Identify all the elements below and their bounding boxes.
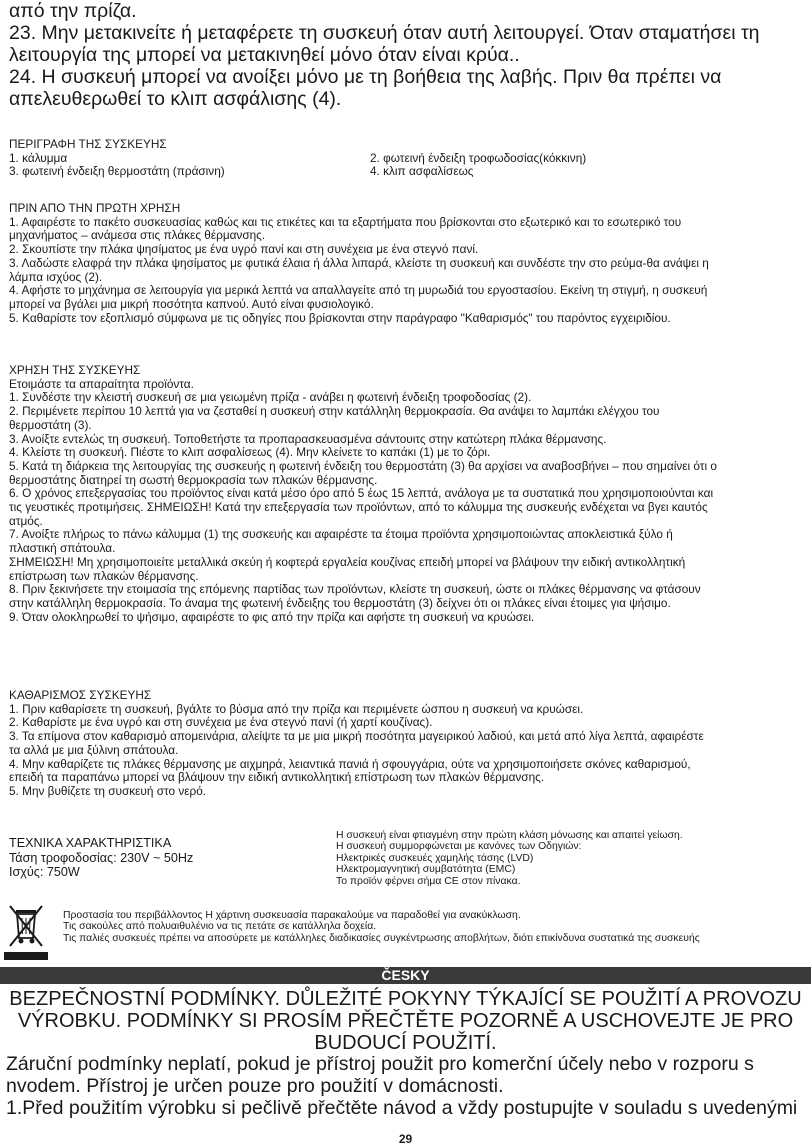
instruction-line: μηχανήματος – ανάμεσα στις πλάκες θέρμανσης. — [9, 228, 266, 243]
conformity-notes — [336, 830, 806, 887]
description-section — [0, 138, 800, 179]
environment-line: Τις παλιές συσκευές πρέπει να αποσύρετε με κατάλληλες διαδικασίες συγκέντρωσης αποβλήτων, διότι επικίνδυνα συστατικά της συσκευής — [63, 932, 700, 944]
instruction-line: 3. Τα επίμονα στον καθαρισμό απομεινάρια, αλείψτε τα με μια μικρή ποσότητα μαγειρικού λαδιού, και μετά από λίγα λεπτά, αφαιρέστε — [9, 729, 704, 744]
instruction-line: θερμοστάτης διατηρεί τη σωστή θερμοκρασία των πλακών θέρμανσης. — [9, 472, 378, 487]
description-item: 4. κλιπ ασφαλίσεως — [370, 164, 474, 179]
instruction-line: 9. Όταν ολοκληρωθεί το ψήσιμο, αφαιρέστε το φις από την πρίζα και αφήστε τη συσκευή να κρυώσει. — [9, 609, 535, 624]
instruction-line: 1. Αφαιρέστε το πακέτο συσκευασίας καθώς και τις ετικέτες και τα εξαρτήματα που βρίσκονται στο εξωτερικό και το εσωτερικό του — [9, 214, 682, 229]
conformity-line: Ηλεκτρικές συσκευές χαμηλής τάσης (LVD) — [336, 852, 534, 864]
instruction-line: 8. Πριν ξεκινήσετε την ετοιμασία της επόμενης παρτίδας των προϊόντων, κλείστε τη συσκευή, ώστε οι πλάκες θέρμανσης να φτάσουν — [9, 582, 701, 597]
crossed-out-wheelie-bin-icon — [4, 900, 48, 960]
description-item: 1. κάλυμμα — [9, 150, 68, 165]
usage-section — [0, 364, 800, 624]
section-title: ΠΕΡΙΓΡΑΦΗ ΤΗΣ ΣΥΣΚΕΥΗΣ — [9, 137, 167, 151]
before-first-use-section — [0, 202, 800, 325]
instruction-line: τα αλλά με μια ξύλινη σπάτουλα. — [9, 742, 179, 757]
instruction-line: λάμπα ισχύος (2). — [9, 269, 103, 284]
instruction-line: 5. Καθαρίστε τον εξοπλισμό σύμφωνα με τις οδηγίες που βρίσκονται στην παράγραφο "Καθαρισμός" του παρόντος εγχειριδίου. — [9, 310, 671, 325]
section-title: ΚΑΘΑΡΙΣΜΟΣ ΣΥΣΚΕΥΗΣ — [9, 688, 152, 702]
intro-line: απελευθερωθεί το κλιπ ασφάλισης (4). — [9, 88, 342, 110]
instruction-line: 3. Ανοίξτε εντελώς τη συσκευή. Τοποθετήστε τα προπαρασκευασμένα σάντουιτς στην κατώτερη πλάκα θέρμανσης. — [9, 431, 607, 446]
cleaning-lines — [9, 703, 791, 799]
instruction-line: μπορεί να βγάλει μια μικρή ποσότητα καπνού. Αυτό είναι φυσιολογικό. — [9, 296, 374, 311]
cz-body — [6, 1053, 806, 1119]
intro-text — [0, 0, 800, 110]
instruction-line: επίστρωση των πλακών θέρμανσης. — [9, 568, 199, 583]
cz-body-line: 1.Před použitím výrobku si pečlivě přečtěte návod a vždy postupujte v souladu s uvedenými — [6, 1097, 798, 1119]
instruction-line: στην κατάλληλη θερμοκρασία. Το άναμα της φωτεινή ένδειξης του θερμοστάτη (3) δείχνει ότι οι πλάκες είναι έτοιμες για ψήσιμο. — [9, 595, 671, 610]
instruction-line: Ετοιμάστε τα απαραίτητα προϊόντα. — [9, 376, 194, 391]
description-item: 3. φωτεινή ένδειξη θερμοστάτη (πράσινη) — [9, 164, 225, 179]
cz-heading-line: BEZPEČNOSTNÍ PODMÍNKY. DŮLEŽITÉ POKYNY TÝKAJÍCÍ SE POUŽITÍ A PROVOZU — [9, 988, 802, 1010]
instruction-line: 1. Πριν καθαρίσετε τη συσκευή, βγάλτε το βύσμα από την πρίζα και περιμένετε ώσπου η συσκευή να κρυώσει. — [9, 701, 584, 716]
instruction-line: πλαστική σπάτουλα. — [9, 541, 116, 556]
section-title: ΤΕΧΝΙΚΑ ΧΑΡΑΚΤΗΡΙΣΤΙΚΑ — [9, 836, 172, 850]
instruction-line: 2. Καθαρίστε με ένα υγρό και στη συνέχεια με ένα στεγνό πανί (ή χαρτί κουζίνας). — [9, 715, 433, 730]
section-title: ΧΡΗΣΗ ΤΗΣ ΣΥΣΚΕΥΗΣ — [9, 363, 141, 377]
spec-power: Ισχύς: 750W — [9, 865, 80, 879]
description-col-1 — [9, 152, 370, 179]
usage-lines — [9, 378, 791, 625]
technical-specs — [9, 836, 329, 880]
instruction-line: 4. Κλείστε τη συσκευή. Πιέστε το κλιπ ασφαλίσεως (4). Μην κλείνετε το καπάκι (1) με το ζόρι. — [9, 445, 491, 460]
instruction-line: θερμοστάτη (3). — [9, 417, 92, 432]
section-title: ΠΡΙΝ ΑΠΟ ΤΗΝ ΠΡΩΤΗ ΧΡΗΣΗ — [9, 201, 181, 215]
cz-heading-line: VÝROBKU. PODMÍNKY SI PROSÍM PŘEČTĚTE POZORNĚ A USCHOVEJTE JE PRO — [17, 1010, 794, 1032]
spec-voltage: Τάση τροφοδοσίας: 230V ~ 50Hz — [9, 850, 194, 865]
cleaning-section — [0, 689, 800, 799]
instruction-line: 5. Μην βυθίζετε τη συσκευή στο νερό. — [9, 783, 207, 798]
cz-heading-line: BUDOUCÍ POUŽITÍ. — [314, 1032, 497, 1054]
environment-line: Προστασία του περιβάλλοντος Η χάρτινη συσκευασία παρακαλούμε να παραδοθεί για ανακύκλωση. — [63, 910, 521, 921]
description-item: 2. φωτεινή ένδειξη τροφωδοσίας(κόκκινη) — [370, 150, 587, 165]
intro-line: 23. Μην μετακινείτε ή μεταφέρετε τη συσκευή όταν αυτή λειτουργεί. Όταν σταματήσει τη — [9, 22, 760, 44]
instruction-line: 2. Περιμένετε περίπου 10 λεπτά για να ζεσταθεί η συσκευή στην κατάλληλη θερμοκρασία. Θα ανάψει το λαμπάκι ελέγχου του — [9, 404, 660, 419]
conformity-line: Η συσκευή συμμορφώνεται με κανόνες των Οδηγιών: — [336, 841, 582, 853]
description-columns — [9, 152, 791, 179]
instruction-line: 3. Λαδώστε ελαφρά την πλάκα ψησίματος με φυτικά έλαια ή άλλα λιπαρά, κλείστε τη συσκευή και συνδέστε την στο ρεύμα-θα ανάψει η — [9, 255, 709, 270]
cz-body-line: Záruční podmínky neplatí, pokud je přístroj použit pro komerční účely nebo v rozporu s — [6, 1053, 754, 1075]
environment-text — [63, 910, 803, 944]
instruction-line: 4. Αφήστε το μηχάνημα σε λειτουργία για μερικά λεπτά να απαλλαγείτε από τη μυρωδιά του εργοστασίου. Εκείνη τη στιγμή, η συσκευή — [9, 283, 708, 298]
language-bar: ČESKY — [0, 967, 811, 984]
instruction-line: 7. Ανοίξτε πλήρως το πάνω κάλυμμα (1) της συσκευής και αφαιρέστε τα έτοιμα προϊόντα χρησιμοποιώντας αποκλειστικά ξύλο ή — [9, 527, 673, 542]
cz-safety-heading — [0, 988, 811, 1054]
conformity-line: Ηλεκτρομαγνητική συμβατότητα (EMC) — [336, 864, 516, 876]
conformity-line: Η συσκευή είναι φτιαγμένη στην πρώτη κλάση μόνωσης και απαιτεί γείωση. — [336, 830, 683, 841]
instruction-line: ατμός. — [9, 513, 43, 528]
description-col-2 — [370, 152, 731, 179]
instruction-line: 6. Ο χρόνος επεξεργασίας του προϊόντος είναι κατά μέσο όρο από 5 έως 15 λεπτά, ανάλογα με τα συστατικά που χρησιμοποιούνται και — [9, 486, 714, 501]
before-first-use-lines — [9, 216, 791, 326]
intro-line: 24. Η συσκευή μπορεί να ανοίξει μόνο με τη βοήθεια της λαβής. Πριν θα πρέπει να — [9, 66, 722, 88]
environment-line: Τις σακούλες από πολυαιθυλένιο να τις πετάτε σε κατάλληλα δοχεία. — [63, 921, 377, 933]
instruction-line: 5. Κατά τη διάρκεια της λειτουργίας της συσκευής η φωτεινή ένδειξη του θερμοστάτη (3) θα αρχίσει να αναβοσβήνει – που σημαίνει ότι ο — [9, 458, 717, 473]
instruction-line: επειδή τα παραπάνω μπορεί να βλάψουν την ειδική αντικολλητική επίστρωση των πλακών θέρμανσης. — [9, 770, 545, 785]
conformity-line: Το προϊόν φέρνει σήμα CE στον πίνακα. — [336, 875, 521, 887]
instruction-line: ΣΗΜΕΙΩΣΗ! Μη χρησιμοποιείτε μεταλλικά σκεύη ή κοφτερά εργαλεία κουζίνας επειδή μπορεί να βλάψουν την ειδική αντικολλητική — [9, 554, 686, 569]
page-number: 29 — [398, 1132, 413, 1146]
instruction-line: 2. Σκουπίστε την πλάκα ψησίματος με ένα υγρό πανί και στη συνέχεια με ένα στεγνό πανί. — [9, 242, 479, 257]
intro-line: από την πρίζα. — [9, 0, 137, 22]
environment-notice — [0, 900, 811, 962]
instruction-line: τις γευστικές προτιμήσεις. ΣΗΜΕΙΩΣΗ! Κατά την επεξεργασία των προϊόντων, από το κάλυμμα της συσκευής ενδέχεται να βγει καυτός — [9, 500, 708, 515]
instruction-line: 4. Μην καθαρίζετε τις πλάκες θέρμανσης με αιχμηρά, λειαντικά πανιά ή σφουγγάρια, ούτε να χρησιμοποιήσετε σκόνες καθαρισμού, — [9, 756, 691, 771]
intro-line: λειτουργία της μπορεί να μετακινηθεί μόνο όταν είναι κρύα.. — [9, 44, 520, 66]
cz-body-line: nvodem. Přístroj je určen pouze pro použití v domácnosti. — [6, 1075, 504, 1097]
instruction-line: 1. Συνδέστε την κλειστή συσκευή σε μια γειωμένη πρίζα - ανάβει η φωτεινή ένδειξη τροφοδοσίας (2). — [9, 390, 532, 405]
